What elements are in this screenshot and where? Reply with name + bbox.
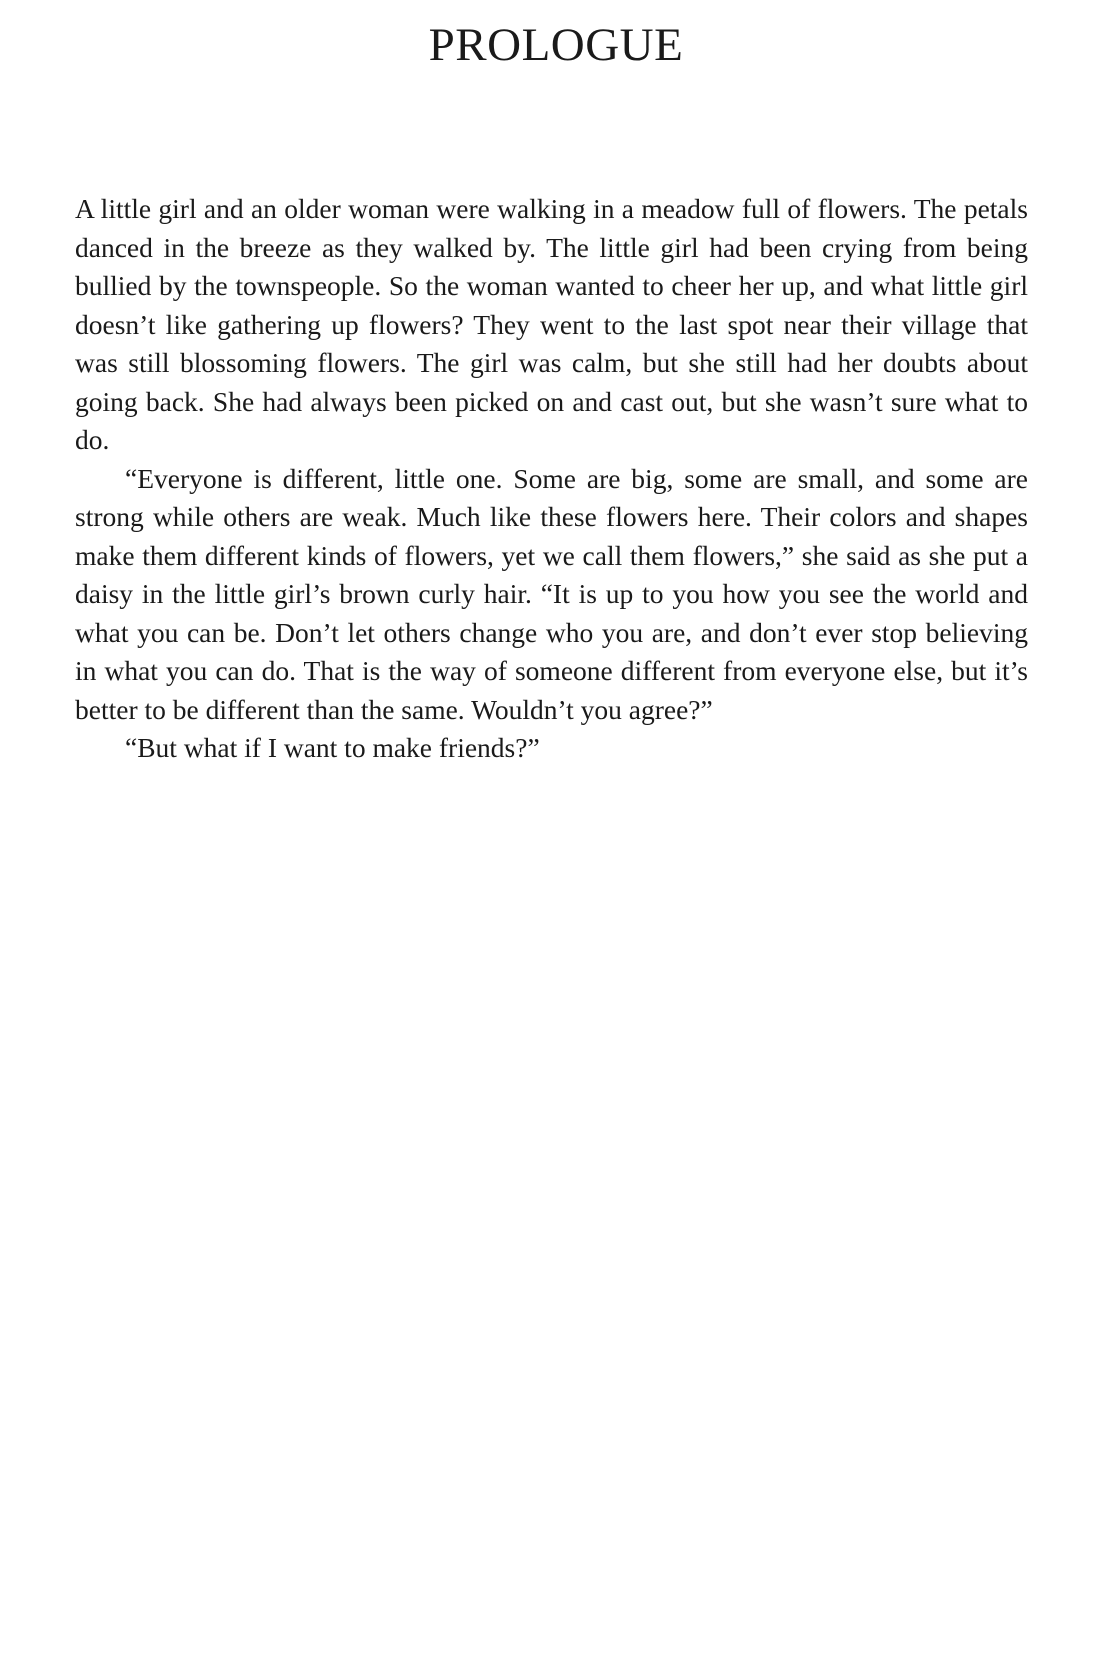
paragraph-3: “But what if I want to make friends?” <box>125 732 540 763</box>
paragraph-2: “Everyone is different, little one. Some are big, some are small, and some are strong while others are weak. Much like these flowers here. Their colors and shapes make them different kinds of flowers, yet we call them flowers,” she said as she put a daisy in the little girl’s brown curly hair. “It is up to you how you see the world and what you can be. Don’t let others change who you are, and don’t ever stop believing in what you can do. That is the way of someone different from everyone else, but it’s better to be different than the same. Wouldn’t you agree?” <box>75 462 1028 725</box>
chapter-body <box>75 190 1028 768</box>
chapter-title: PROLOGUE <box>428 19 684 71</box>
paragraph-1: A little girl and an older woman were walking in a meadow full of flowers. The petals danced in the breeze as they walked by. The little girl had been crying from being bullied by the townspeople. So the woman wanted to cheer her up, and what little girl doesn’t like gathering up flowers? They went to the last spot near their village that was still blossoming flowers. The girl was calm, but she still had her doubts about going back. She had always been picked on and cast out, but she wasn’t sure what to do. <box>75 193 1028 455</box>
